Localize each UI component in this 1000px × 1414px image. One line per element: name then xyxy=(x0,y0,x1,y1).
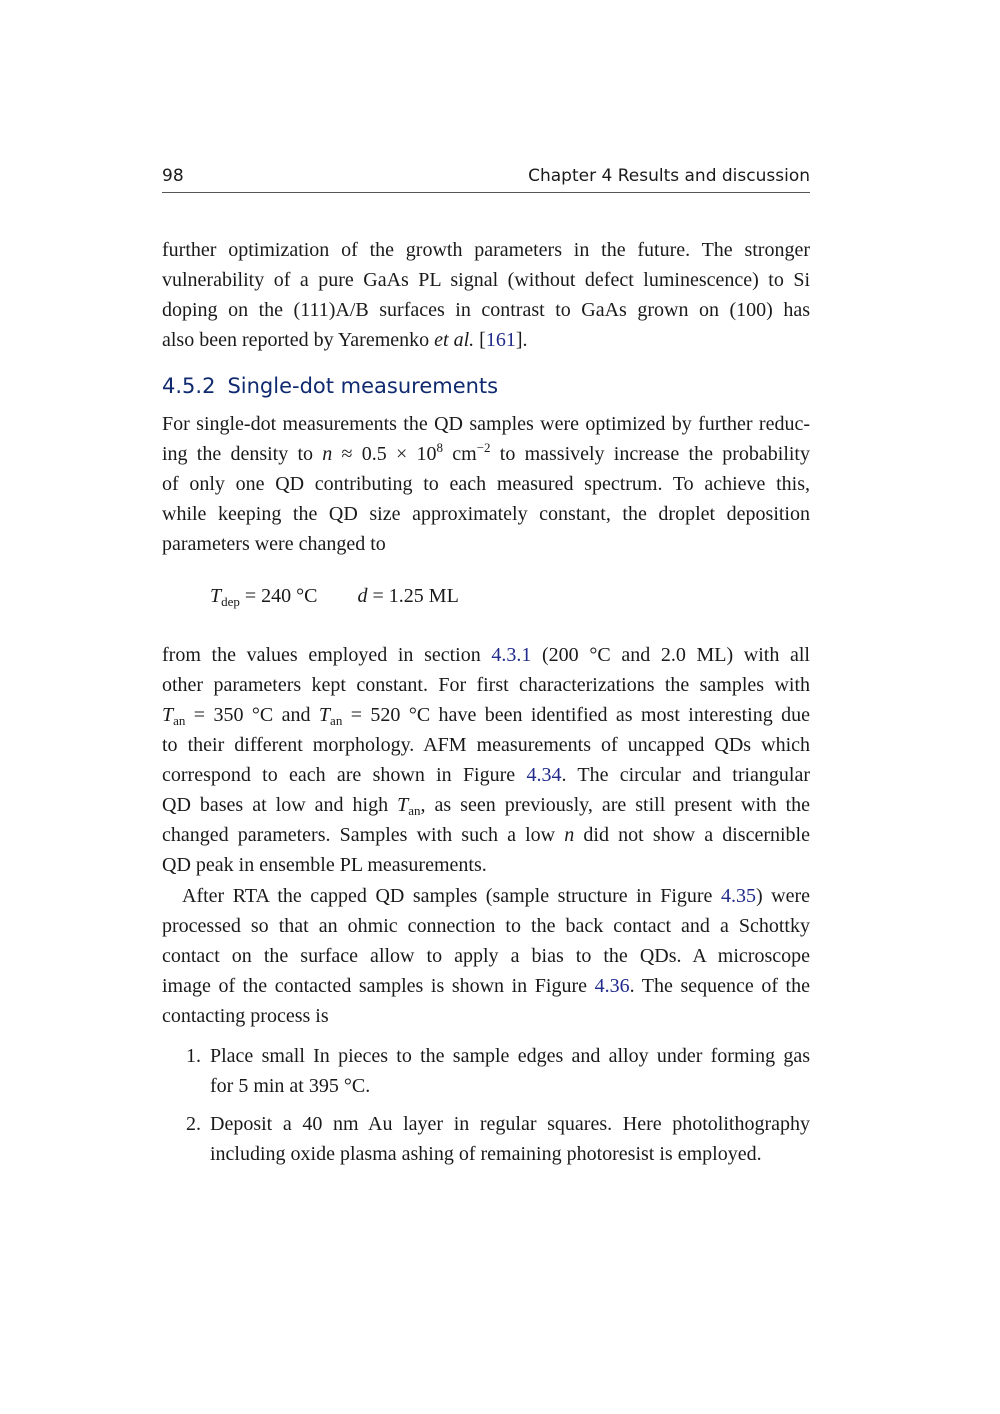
text-span: [ xyxy=(474,329,486,351)
text-span: ≈ 0.5 × 10 xyxy=(332,443,437,465)
math-variable: n xyxy=(322,443,333,465)
text-span: = 350 °C and xyxy=(185,704,319,726)
subscript: an xyxy=(408,803,421,818)
figure-link[interactable]: 4.34 xyxy=(526,764,562,786)
text-span: . The circular and triangular xyxy=(561,764,811,786)
text-span: QD bases at low and high xyxy=(162,794,398,816)
text-span: ) were xyxy=(755,885,810,907)
text-span: , as seen previously, are still present with the xyxy=(420,794,811,816)
text-line: while keeping the QD size approximately constant, the droplet deposition xyxy=(162,503,810,525)
text-span: image of the contacted samples is shown in Figure xyxy=(162,975,595,997)
text-span: to massively increase the probability xyxy=(490,443,810,465)
text-line xyxy=(162,439,810,469)
text-span: did not show a discernible xyxy=(574,824,810,846)
subscript: dep xyxy=(221,594,240,609)
emphasis: et al. xyxy=(434,329,475,351)
paragraph-parameters xyxy=(162,640,810,880)
math-variable: T xyxy=(397,794,409,816)
section-number: 4.5.2 xyxy=(162,374,216,398)
text-span: correspond to each are shown in Figure xyxy=(162,764,527,786)
superscript: −2 xyxy=(476,440,491,455)
text-line: For single-dot measurements the QD samples were optimized by further reduc- xyxy=(162,413,810,435)
subscript: an xyxy=(173,713,186,728)
text-line: contacting process is xyxy=(162,1005,329,1027)
text-line: of only one QD contributing to each measured spectrum. To achieve this, xyxy=(162,473,810,495)
running-header xyxy=(162,166,810,193)
text-line xyxy=(162,820,810,850)
text-line: contact on the surface allow to apply a bias to the QDs. A microscope xyxy=(162,945,810,967)
list-marker: 2. xyxy=(186,1113,201,1135)
text-line xyxy=(162,640,810,670)
list-item xyxy=(162,1109,810,1169)
subscript: an xyxy=(330,713,343,728)
math-variable: T xyxy=(162,704,174,726)
text-line xyxy=(162,700,810,730)
math-variable: d xyxy=(357,585,368,607)
equation-deposition xyxy=(210,585,459,608)
text-span: ]. xyxy=(515,329,528,351)
math-variable: T xyxy=(318,704,331,726)
text-line: vulnerability of a pure GaAs PL signal (without defect luminescence) to Si xyxy=(162,269,810,291)
text-line xyxy=(162,760,810,790)
text-span: After RTA the capped QD samples (sample structure in Figure xyxy=(182,885,721,907)
paragraph-single-dot xyxy=(162,409,810,559)
equation-value: = 1.25 ML xyxy=(367,585,459,607)
chapter-title: Chapter 4 Results and discussion xyxy=(528,166,810,186)
paragraph-intro xyxy=(162,235,810,355)
superscript: 8 xyxy=(436,440,443,455)
equation-value: = 240 °C xyxy=(239,585,318,607)
text-line: other parameters kept constant. For first characterizations the samples with xyxy=(162,674,810,696)
text-line: including oxide plasma ashing of remaining photoresist is employed. xyxy=(210,1143,762,1165)
text-line: QD peak in ensemble PL measurements. xyxy=(162,854,487,876)
text-span: from the values employed in section xyxy=(162,644,492,666)
text-line: further optimization of the growth parameters in the future. The stronger xyxy=(162,239,810,261)
text-span: (200 °C and 2.0 ML) with all xyxy=(531,644,810,666)
text-line: for 5 min at 395 °C. xyxy=(210,1075,371,1097)
text-line: processed so that an ohmic connection to the back contact and a Schottky xyxy=(162,915,810,937)
section-heading xyxy=(162,374,498,398)
text-span: changed parameters. Samples with such a low xyxy=(162,824,565,846)
text-line: doping on the (111)A/B surfaces in contrast to GaAs grown on (100) has xyxy=(162,299,810,321)
text-span: also been reported by Yaremenko xyxy=(162,329,435,351)
text-span: cm xyxy=(443,443,477,465)
text-span: . The sequence of the xyxy=(629,975,810,997)
list-item xyxy=(162,1041,810,1101)
text-span: = 520 °C have been identified as most interesting due xyxy=(342,704,810,726)
section-link[interactable]: 4.3.1 xyxy=(491,644,532,666)
list-marker: 1. xyxy=(186,1045,201,1067)
math-variable: n xyxy=(564,824,575,846)
text-span: ing the density to xyxy=(162,443,323,465)
math-variable: T xyxy=(210,585,222,607)
figure-link[interactable]: 4.36 xyxy=(594,975,630,997)
text-line: Place small In pieces to the sample edges and alloy under forming gas xyxy=(210,1045,810,1067)
text-line: parameters were changed to xyxy=(162,533,386,555)
text-line: to their different morphology. AFM measurements of uncapped QDs which xyxy=(162,734,810,756)
text-line xyxy=(162,325,810,355)
figure-link[interactable]: 4.35 xyxy=(720,885,756,907)
text-line xyxy=(162,881,810,911)
process-list xyxy=(162,1041,810,1169)
section-title: Single-dot measurements xyxy=(227,374,499,398)
text-line xyxy=(162,971,810,1001)
paragraph-contacting xyxy=(162,881,810,1031)
citation-link[interactable]: 161 xyxy=(485,329,516,351)
text-line: Deposit a 40 nm Au layer in regular squares. Here photolithography xyxy=(210,1113,810,1135)
page-number: 98 xyxy=(162,166,184,186)
text-line xyxy=(162,790,810,820)
